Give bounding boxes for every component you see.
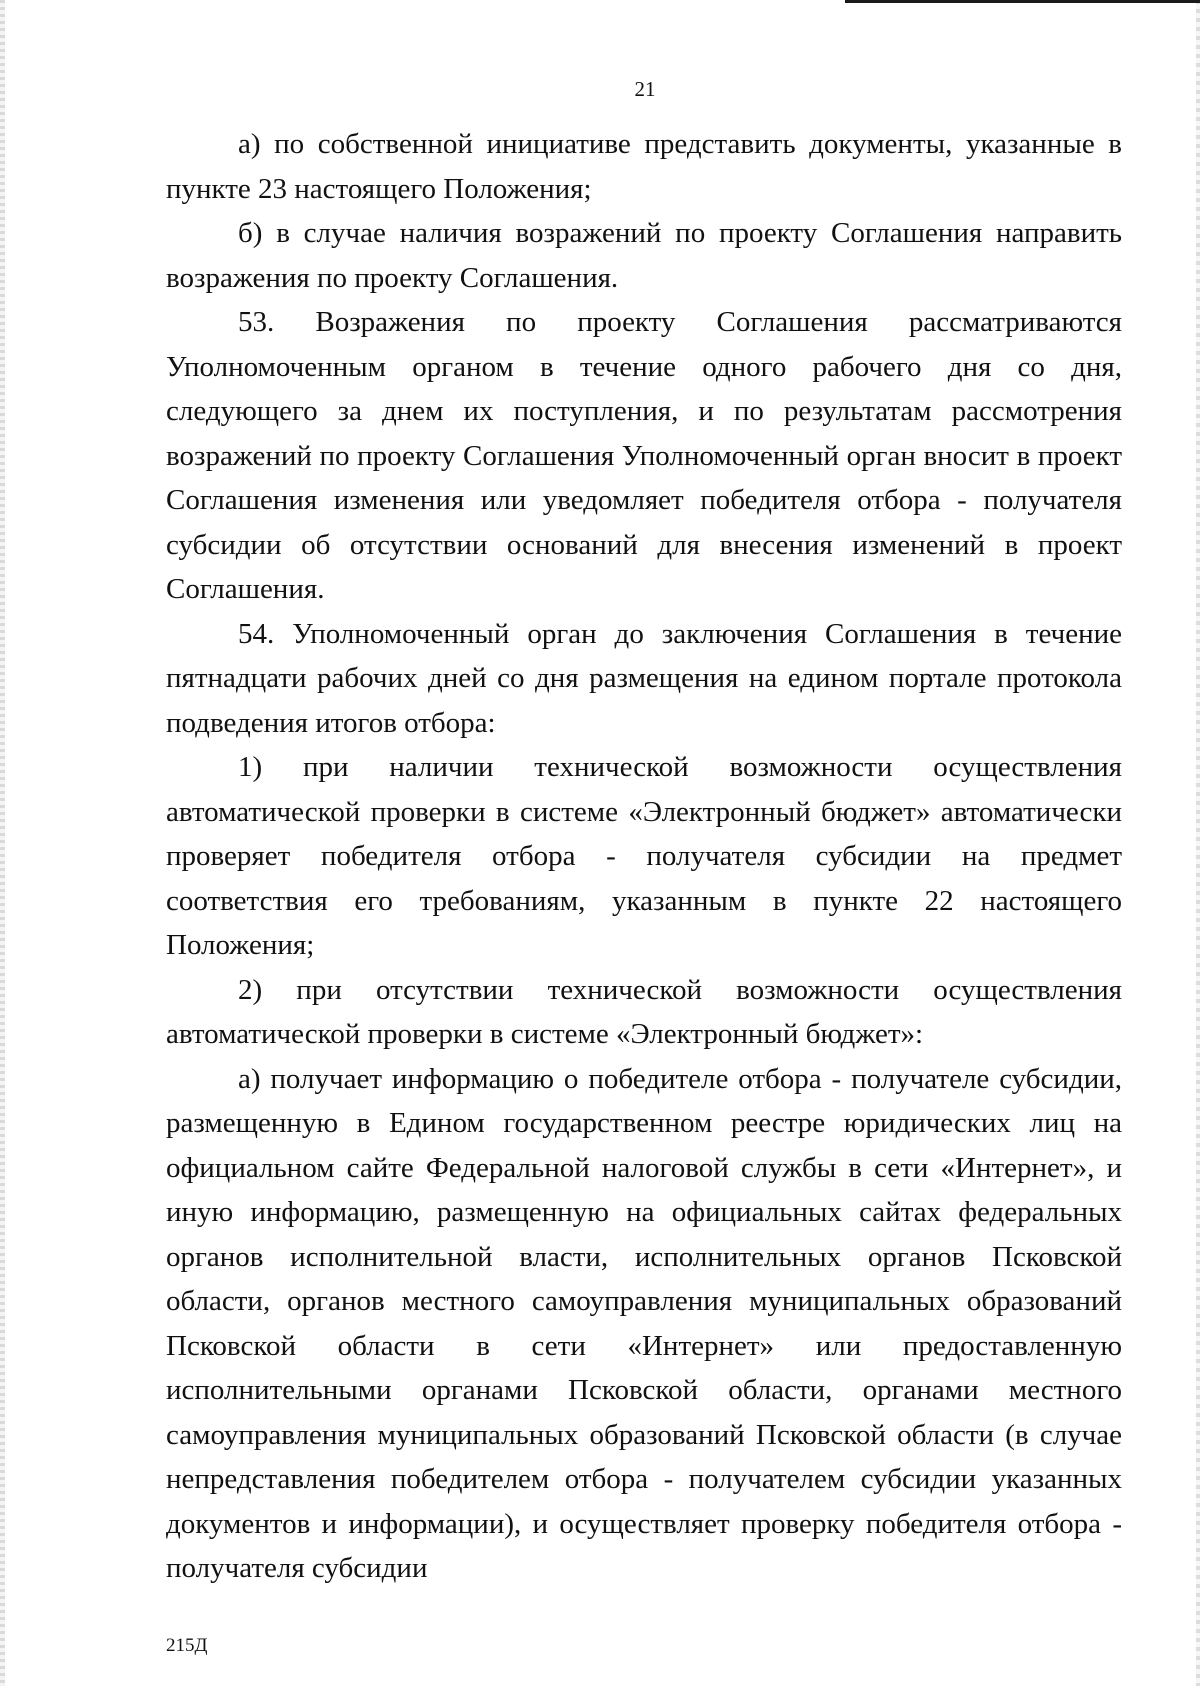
paragraph-54: 54. Уполномоченный орган до заключения Соглашения в течение пятнадцати рабочих дней со дня размещения на едином портале протокола подведения итогов отбора: [166,617,1122,739]
scan-left-edge [0,0,5,1686]
paragraph-54-2-a: а) получает информацию о победителе отбора - получателе субсидии, размещенную в Едином государственном реестре юридических лиц на официальном сайте Федеральной налоговой службы в сети «Интернет», и иную информацию, размещенную на официальных сайтах федеральных органов исполнительной власти, исполнительных органов Псковской области, органов местного самоуправления муниципальных образований Псковской области в сети «Интернет» или предоставленную исполнительными органами Псковской области, органами местного самоуправления муниципальных образований Псковской области (в случае непредставления победителем отбора - получателем субсидии указанных документов и информации), и осуществляет проверку победителя отбора - получателя субсидии [166,1062,1122,1584]
scan-right-edge [1196,0,1200,1686]
paragraph-b-objections: б) в случае наличия возражений по проекту Соглашения направить возражения по проекту Соглашения. [166,217,1122,294]
paragraph-a-own-initiative: а) по собственной инициативе представить документы, указанные в пункте 23 настоящего Положения; [166,128,1122,205]
footer-document-code: 215Д [166,1635,208,1656]
paragraph-54-2: 2) при отсутствии технической возможности осуществления автоматической проверки в системе «Электронный бюджет»: [166,973,1122,1050]
paragraph-53: 53. Возражения по проекту Соглашения рассматриваются Уполномоченным органом в течение одного рабочего дня со дня, следующего за днем их поступления, и по результатам рассмотрения возражений по проекту Соглашения Уполномоченный орган вносит в проект Соглашения изменения или уведомляет победителя отбора - получателя субсидии об отсутствии оснований для внесения изменений в проект Соглашения. [166,306,1122,605]
top-rule [845,0,1200,3]
document-body [166,122,1122,1591]
page-number: 21 [634,77,656,101]
paragraph-54-1: 1) при наличии технической возможности осуществления автоматической проверки в системе «Электронный бюджет» автоматически проверяет победителя отбора - получателя субсидии на предмет соответствия его требованиям, указанным в пункте 22 настоящего Положения; [166,751,1122,961]
